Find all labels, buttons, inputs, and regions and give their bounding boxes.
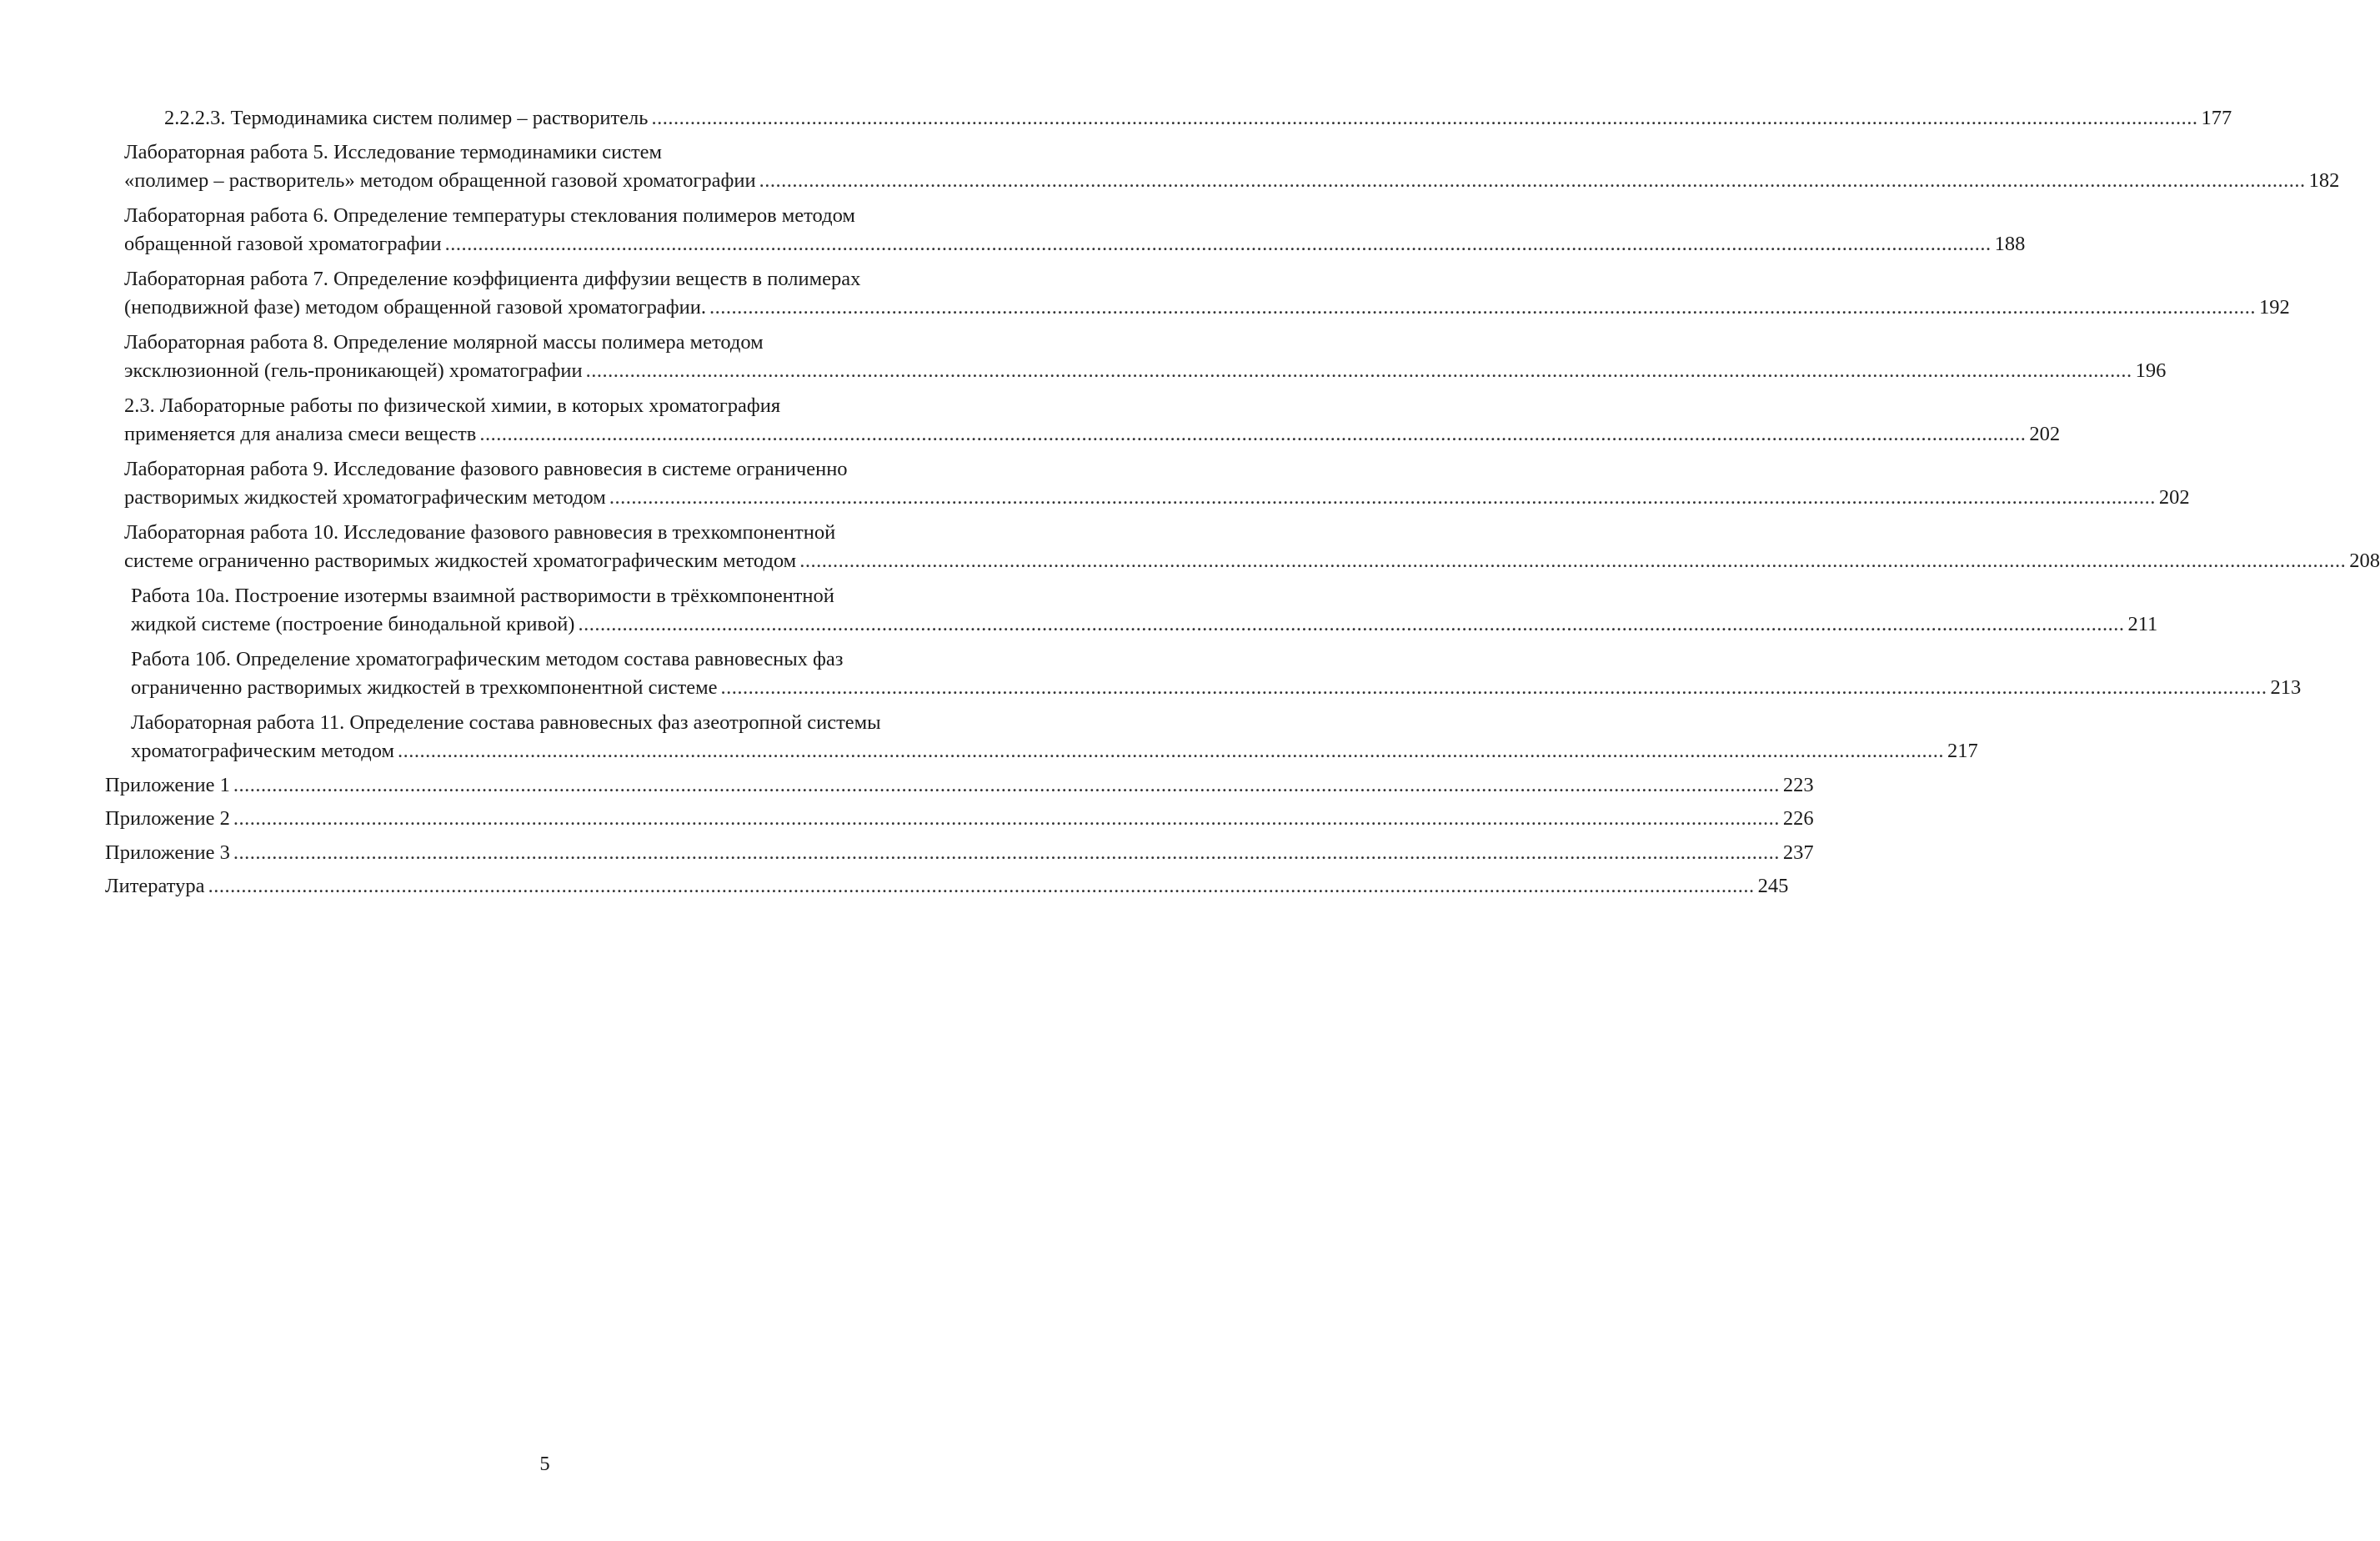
toc-entry-title: 2.3. Лабораторные работы по физической химии, в которых хроматография — [124, 394, 781, 417]
toc-entry-title: Лабораторная работа 11. Определение состава равновесных фаз азеотропной системы — [131, 710, 881, 734]
toc-page-number: 213 — [2270, 676, 2302, 699]
toc-entry — [0, 645, 2302, 703]
toc-page-number: 182 — [2308, 169, 2340, 192]
dot-leader: ........................................................................................................................................................................................................................................................................................ — [720, 676, 2267, 699]
toc-page-number: 177 — [2201, 107, 2232, 129]
toc-entry-title-continued: эксклюзионной (гель-проникающей) хроматографии — [124, 359, 583, 382]
dot-leader: ........................................................................................................................................................................................................................................................................................ — [233, 841, 1780, 864]
dot-leader: ........................................................................................................................................................................................................................................................................................ — [651, 107, 2198, 129]
toc-entry-title-continued: ограниченно растворимых жидкостей в трехкомпонентной системе — [131, 676, 718, 699]
toc-entry — [0, 104, 2232, 133]
toc-entry-title: Работа 10а. Построение изотермы взаимной растворимости в трёхкомпонентной — [131, 584, 834, 607]
toc-entry — [0, 805, 1814, 834]
dot-leader: ........................................................................................................................................................................................................................................................................................ — [759, 169, 2306, 192]
toc-entry — [0, 202, 2026, 259]
toc-page-number: 202 — [2158, 486, 2190, 509]
toc-entry — [0, 519, 2380, 576]
dot-leader: ........................................................................................................................................................................................................................................................................................ — [233, 773, 1780, 796]
toc-entry — [0, 839, 1814, 868]
toc-page-number: 202 — [2029, 423, 2061, 445]
toc-entry-title: Работа 10б. Определение хроматографическим методом состава равновесных фаз — [131, 647, 844, 670]
toc-entry-title-continued: (неподвижной фазе) методом обращенной газовой хроматографии. — [124, 296, 707, 319]
toc-entry-title: Приложение 3 — [105, 841, 230, 864]
toc-entry-title-continued: жидкой системе (построение бинодальной кривой) — [131, 613, 575, 635]
toc-entry-title-continued: «полимер – растворитель» методом обращенной газовой хроматографии — [124, 169, 756, 192]
toc-entry-title: Приложение 2 — [105, 807, 230, 830]
toc-page-number: 217 — [1947, 740, 1978, 762]
toc-entry-title-continued: применяется для анализа смеси веществ — [124, 423, 477, 445]
dot-leader: ........................................................................................................................................................................................................................................................................................ — [709, 296, 2257, 319]
toc-entry-title-continued: растворимых жидкостей хроматографическим методом — [124, 486, 606, 509]
toc-page-number: 188 — [1994, 233, 2026, 255]
toc-page-number: 196 — [2135, 359, 2167, 382]
table-of-contents — [0, 104, 2380, 901]
toc-entry-title: Лабораторная работа 7. Определение коэффициента диффузии веществ в полимерах — [124, 267, 861, 290]
toc-entry-title: Лабораторная работа 10. Исследование фазового равновесия в трехкомпонентной — [124, 520, 836, 544]
dot-leader: ........................................................................................................................................................................................................................................................................................ — [609, 486, 2156, 509]
toc-entry — [0, 138, 2340, 196]
dot-leader: ........................................................................................................................................................................................................................................................................................ — [233, 807, 1780, 830]
toc-page-number: 237 — [1782, 841, 1814, 864]
toc-entry-title: Лабораторная работа 9. Исследование фазового равновесия в системе ограниченно — [124, 457, 848, 480]
toc-entry — [0, 582, 2158, 640]
toc-entry-title: Приложение 1 — [105, 773, 230, 796]
dot-leader: ........................................................................................................................................................................................................................................................................................ — [208, 875, 1755, 897]
toc-page-number: 223 — [1782, 773, 1814, 796]
toc-entry-title-continued: системе ограниченно растворимых жидкостей хроматографическим методом — [124, 550, 797, 572]
toc-page-number: 208 — [2349, 550, 2380, 572]
toc-entry-title: Литература — [105, 875, 205, 897]
toc-page-number: 211 — [2127, 613, 2158, 635]
dot-leader: ........................................................................................................................................................................................................................................................................................ — [578, 613, 2125, 635]
toc-entry — [0, 872, 1789, 901]
page-number: 5 — [539, 1453, 550, 1475]
toc-page-number: 226 — [1782, 807, 1814, 830]
toc-entry-title-continued: обращенной газовой хроматографии — [124, 233, 442, 255]
toc-entry-title: Лабораторная работа 8. Определение молярной массы полимера методом — [124, 330, 764, 354]
dot-leader: ........................................................................................................................................................................................................................................................................................ — [444, 233, 1992, 255]
toc-entry-title: Лабораторная работа 6. Определение температуры стеклования полимеров методом — [124, 203, 855, 227]
toc-entry — [0, 329, 2167, 386]
toc-entry — [0, 265, 2290, 323]
dot-leader: ........................................................................................................................................................................................................................................................................................ — [585, 359, 2132, 382]
toc-entry — [0, 771, 1814, 801]
dot-leader: ........................................................................................................................................................................................................................................................................................ — [479, 423, 2027, 445]
toc-page-number: 245 — [1757, 875, 1789, 897]
toc-entry-title-continued: хроматографическим методом — [131, 740, 395, 762]
toc-entry — [0, 392, 2061, 449]
toc-entry — [0, 455, 2190, 513]
toc-entry-title: Лабораторная работа 5. Исследование термодинамики систем — [124, 140, 663, 163]
dot-leader: ........................................................................................................................................................................................................................................................................................ — [799, 550, 2347, 572]
toc-page-number: 192 — [2259, 296, 2290, 319]
dot-leader: ........................................................................................................................................................................................................................................................................................ — [398, 740, 1945, 762]
toc-entry — [0, 709, 1978, 766]
toc-entry-title: 2.2.2.3. Термодинамика систем полимер – растворитель — [164, 107, 649, 129]
